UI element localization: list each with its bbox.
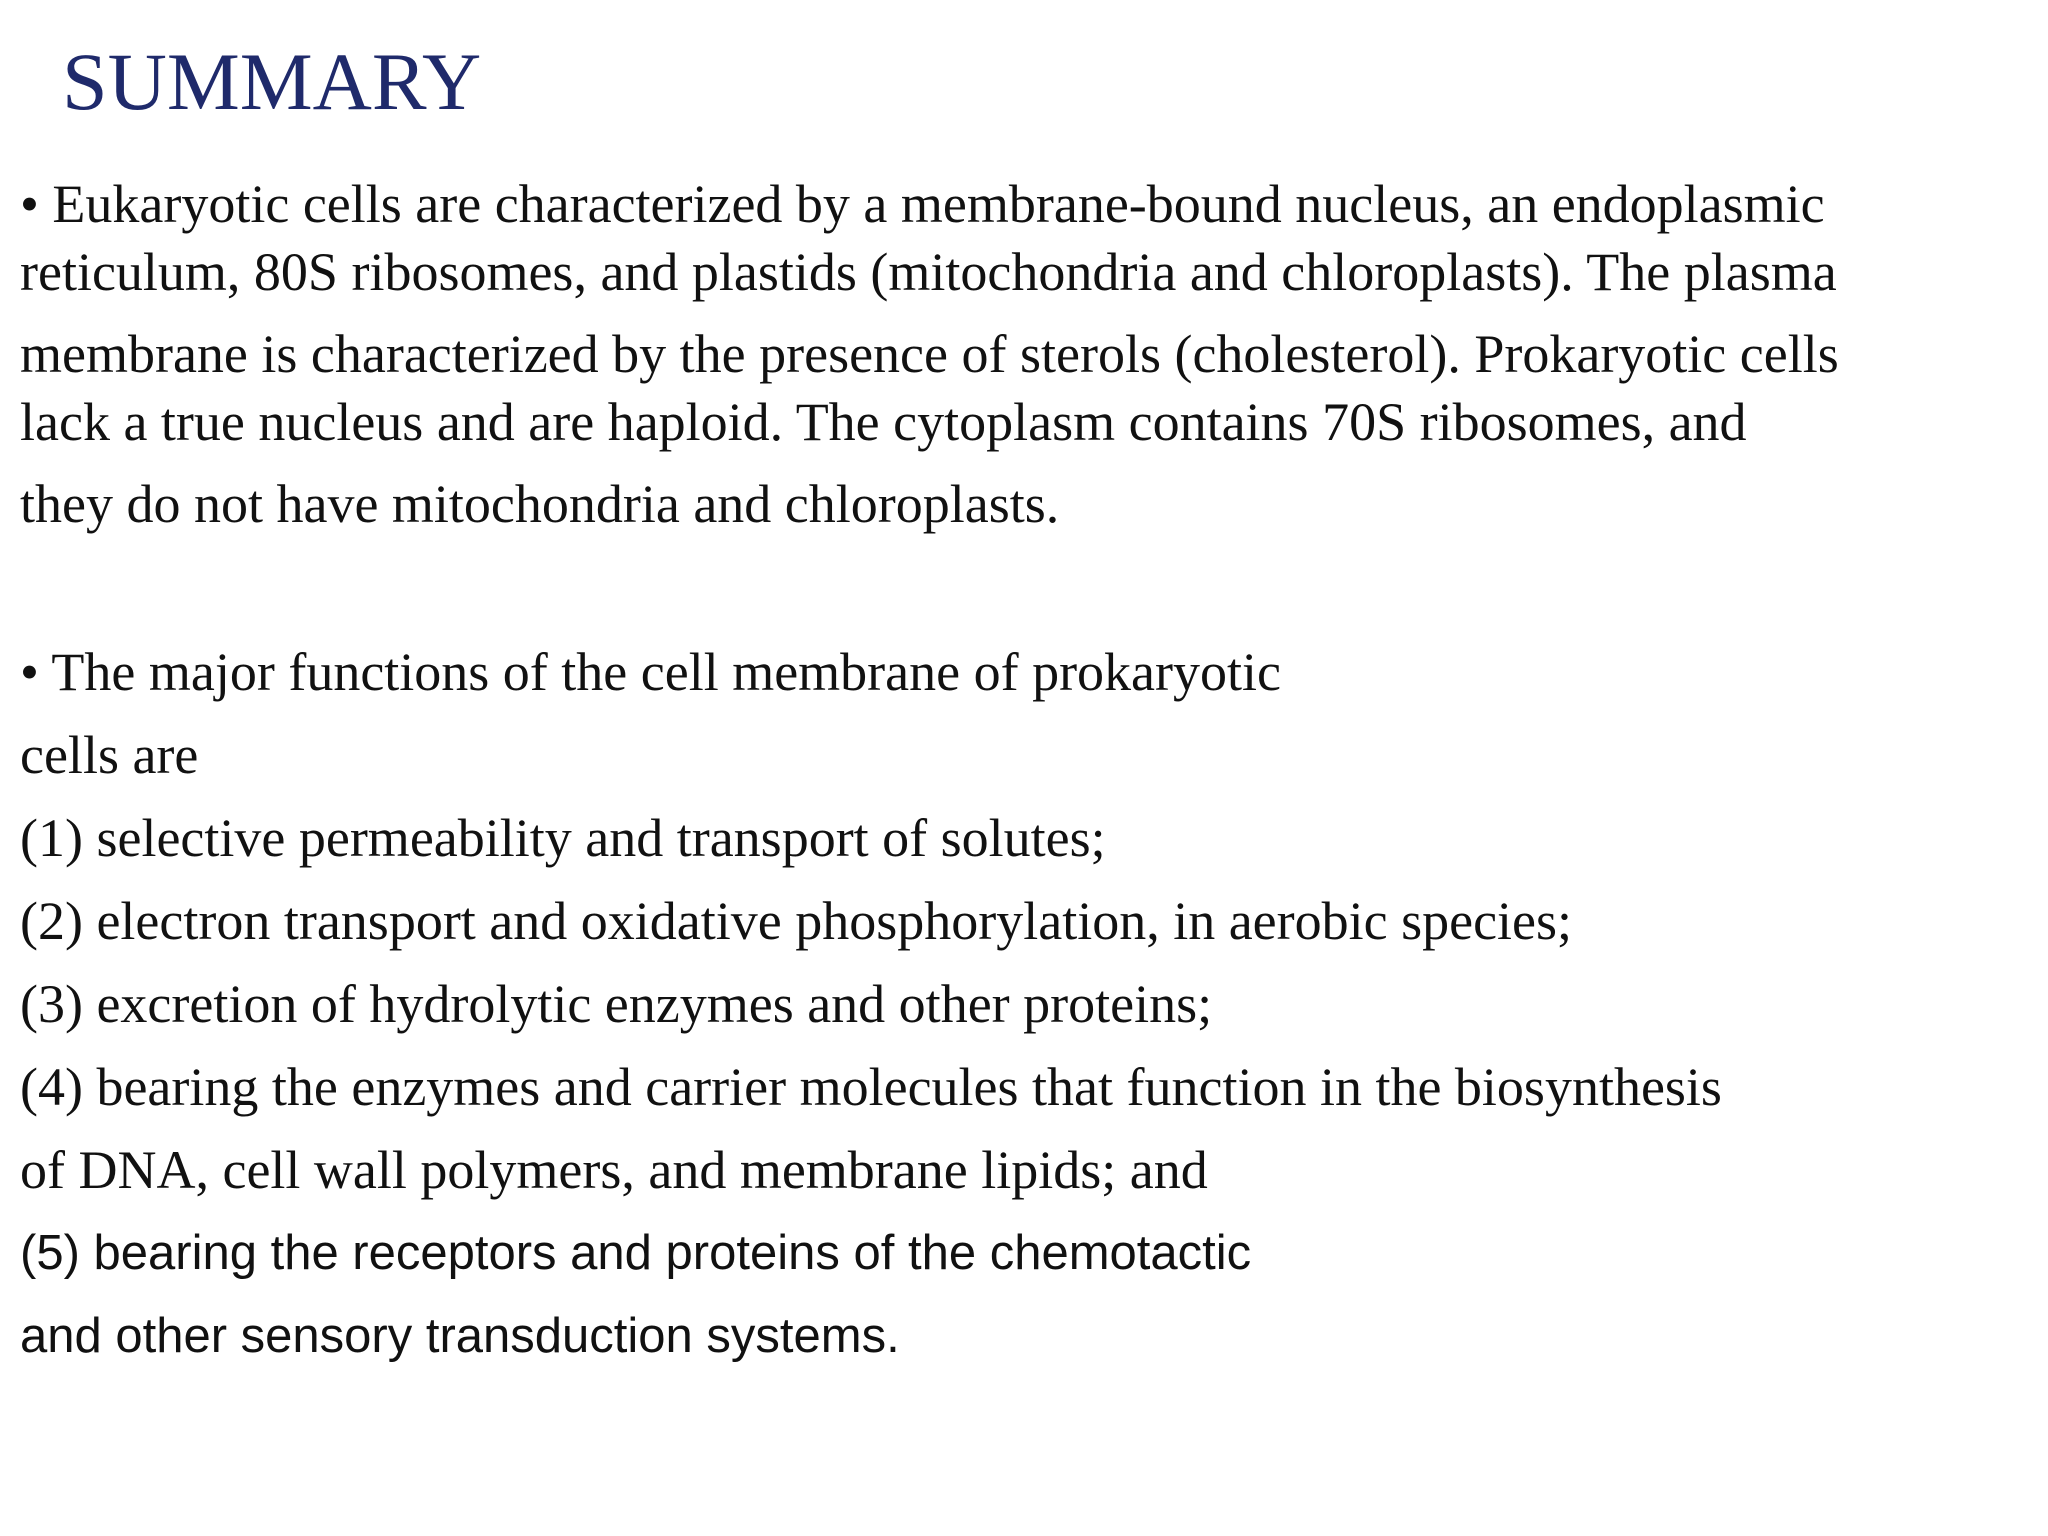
list-item-5-continued: and other sensory transduction systems. bbox=[20, 1309, 900, 1363]
list-item-1: (1) selective permeability and transport of solutes; bbox=[20, 808, 1106, 868]
paragraph2-line-1: • The major functions of the cell membrane of prokaryotic bbox=[20, 642, 1281, 702]
paragraph1-line-4: lack a true nucleus and are haploid. The cytoplasm contains 70S ribosomes, and bbox=[20, 392, 1747, 452]
list-item-5: (5) bearing the receptors and proteins of the chemotactic bbox=[20, 1226, 1252, 1280]
list-item-2: (2) electron transport and oxidative phosphorylation, in aerobic species; bbox=[20, 891, 1573, 951]
list-item-4: (4) bearing the enzymes and carrier molecules that function in the biosynthesis bbox=[20, 1057, 1722, 1117]
list-item-4-continued: of DNA, cell wall polymers, and membrane lipids; and bbox=[20, 1140, 1208, 1200]
paragraph1-line-2: reticulum, 80S ribosomes, and plastids (mitochondria and chloroplasts). The plasma bbox=[20, 242, 1837, 302]
list-item-3: (3) excretion of hydrolytic enzymes and other proteins; bbox=[20, 974, 1213, 1034]
slide-title: SUMMARY bbox=[62, 36, 482, 127]
paragraph1-line-5: they do not have mitochondria and chloroplasts. bbox=[20, 474, 1060, 534]
paragraph2-line-2: cells are bbox=[20, 725, 199, 785]
paragraph1-line-3: membrane is characterized by the presence of sterols (cholesterol). Prokaryotic cells bbox=[20, 324, 1839, 384]
paragraph1-line-1: • Eukaryotic cells are characterized by a membrane-bound nucleus, an endoplasmic bbox=[20, 174, 1825, 234]
